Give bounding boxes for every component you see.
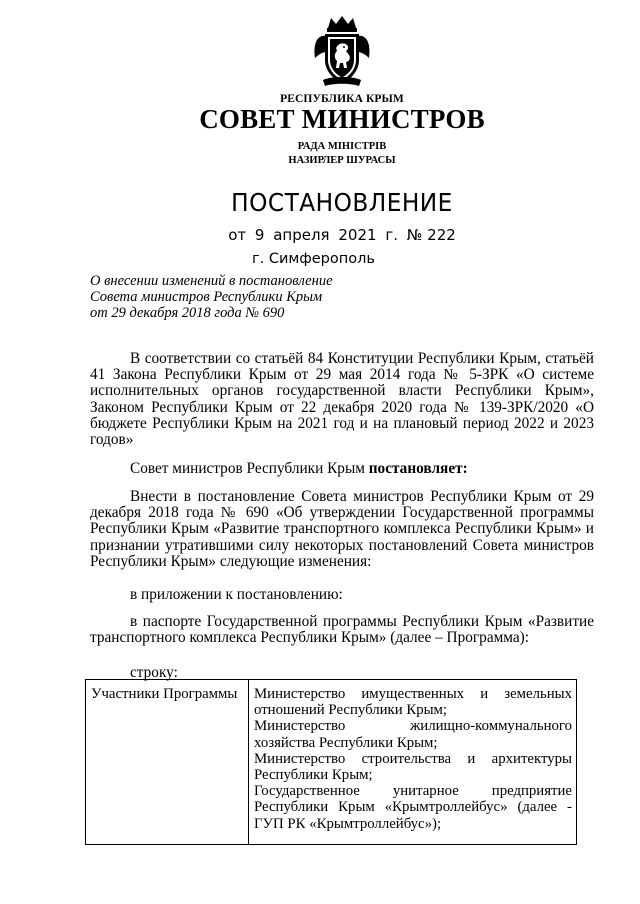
coat-of-arms-icon: [311, 14, 373, 88]
council-name-translations: [22, 140, 640, 168]
number-sign: №: [406, 226, 423, 244]
paragraph-amendment: [90, 489, 594, 570]
participant-item: Министерство строительства и архитектуры Республики Крым;: [254, 750, 572, 784]
date-year: 2021: [338, 226, 377, 244]
paragraph-text: в приложении к постановлению:: [130, 586, 343, 603]
document-title: ПОСТАНОВЛЕНИЕ: [231, 188, 453, 217]
council-name-ukrainian: РАДА МІНІСТРІВ: [297, 141, 387, 152]
participant-item: Государственное унитарное предприятие Республики Крым «Крымтроллейбус» (далее - ГУП РК «Крымтроллейбус»);: [254, 783, 572, 832]
subject-line: О внесении изменений в постановление: [90, 273, 333, 289]
table-label-cell: Участники Программы: [91, 686, 238, 702]
paragraph-text: строку:: [130, 664, 178, 681]
subject-line: от 29 декабря 2018 года № 690: [90, 305, 285, 321]
paragraph-text: Внести в постановление Совета министров Республики Крым от 29 декабря 2018 года № 690 «Об утверждении Государственной программы Республики Крым «Развитие транспортного комплекса Республики Крым» и признании утратившими силу некоторых постановлений Совета министров Республики Крым» следующие изменения:: [90, 488, 594, 570]
decree-city: г. Симферополь: [252, 251, 375, 267]
paragraph-text: В соответствии со статьёй 84 Конституции Республики Крым, статьёй 41 Закона Республики Крым от 29 мая 2014 года № 5-ЗРК «О системе исполнительных органов государственной власти Республики Крым», Законом Республики Крым от 22 декабря 2020 года № 139-ЗРК/2020 «О бюджете Республики Крым на 2021 год и на плановый период 2022 и 2023 годов»: [90, 350, 594, 449]
table-value-cell: [254, 686, 572, 832]
table-column-divider: [248, 680, 249, 844]
paragraph-passport: [90, 614, 594, 646]
paragraph-text: в паспорте Государственной программы Республики Крым «Развитие транспортного комплекса Республики Крым» (далее – Программа):: [90, 613, 594, 647]
participant-item: Министерство имущественных и земельных отношений Республики Крым;: [254, 686, 572, 719]
paragraph-legal-basis: [90, 351, 594, 448]
date-year-suffix: г.: [385, 226, 398, 244]
date-prefix: от: [228, 226, 247, 244]
subject-line: Совета министров Республики Крым: [90, 289, 323, 305]
paragraph-annex: [90, 587, 594, 603]
date-month: апреля: [273, 226, 330, 244]
date-day: 9: [254, 226, 265, 244]
republic-name: РЕСПУБЛИКА КРЫМ: [280, 93, 404, 105]
paragraph-bold-text: постановляет:: [368, 460, 468, 477]
paragraph-resolves: [90, 461, 594, 477]
program-participants-table: [85, 679, 577, 845]
paragraph-text: Совет министров Республики Крым: [130, 460, 369, 477]
participant-item: Министерство жилищно-коммунального хозяйства Республики Крым;: [254, 718, 572, 751]
council-name: СОВЕТ МИНИСТРОВ: [199, 104, 485, 134]
council-name-crimean-tatar: НАЗИРЛЕР ШУРАСЫ: [288, 155, 396, 166]
decree-number: 222: [427, 226, 456, 244]
decree-subject: [90, 273, 390, 321]
decree-date-line: [22, 226, 640, 244]
